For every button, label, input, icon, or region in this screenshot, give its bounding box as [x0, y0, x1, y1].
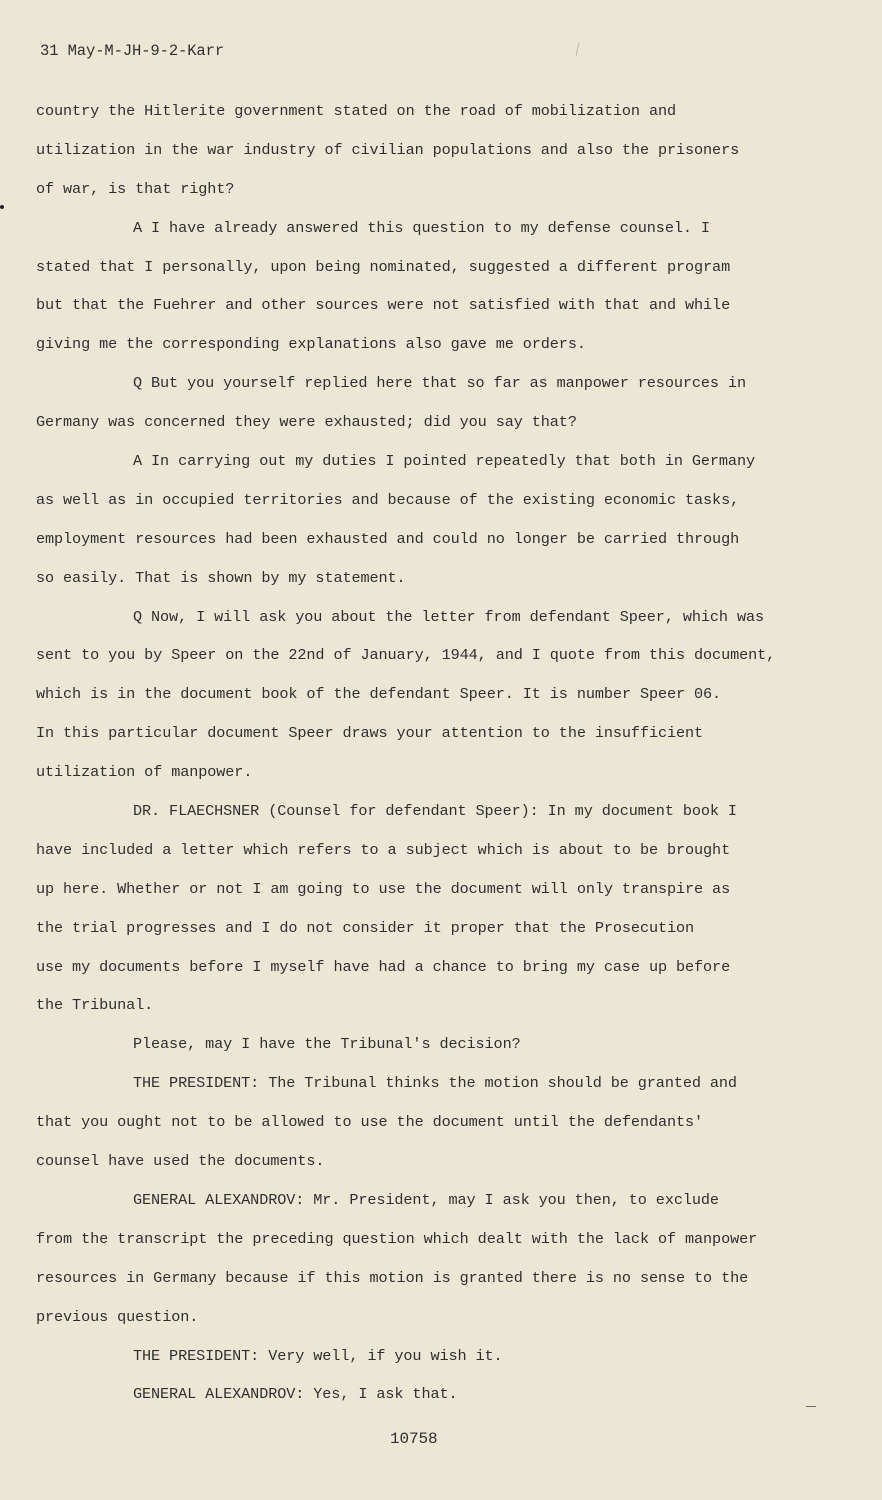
text-line: THE PRESIDENT: Very well, if you wish it.	[133, 1346, 503, 1365]
text-line: sent to you by Speer on the 22nd of January, 1944, and I quote from this document,	[36, 646, 776, 665]
text-line: stated that I personally, upon being nominated, suggested a different program	[36, 257, 731, 276]
text-line: utilization in the war industry of civilian populations and also the prisoners	[36, 140, 740, 159]
page-number: 10758	[390, 1430, 438, 1448]
text-line: previous question.	[36, 1307, 199, 1326]
text-line: country the Hitlerite government stated on the road of mobilization and	[36, 102, 676, 120]
margin-punch-mark	[0, 205, 4, 209]
text-line: A In carrying out my duties I pointed repeatedly that both in Germany	[133, 452, 755, 471]
text-line: GENERAL ALEXANDROV: Yes, I ask that.	[133, 1385, 458, 1404]
text-line: have included a letter which refers to a subject which is about to be brought	[36, 840, 731, 859]
text-line: A I have already answered this question to my defense counsel. I	[133, 218, 710, 237]
text-line: employment resources had been exhausted and could no longer be carried through	[36, 529, 740, 548]
text-line: the Tribunal.	[36, 996, 154, 1015]
page-header: 31 May-M-JH-9-2-Karr	[40, 42, 225, 60]
text-line: as well as in occupied territories and because of the existing economic tasks,	[36, 490, 740, 509]
text-line: In this particular document Speer draws your attention to the insufficient	[36, 724, 704, 743]
text-line: Q Now, I will ask you about the letter from defendant Speer, which was	[133, 607, 764, 626]
text-line: counsel have used the documents.	[36, 1152, 325, 1171]
text-line: DR. FLAECHSNER (Counsel for defendant Speer): In my document book I	[133, 802, 737, 821]
text-line: up here. Whether or not I am going to use the document will only transpire as	[36, 879, 731, 898]
text-line: use my documents before I myself have had a chance to bring my case up before	[36, 957, 731, 976]
text-line: GENERAL ALEXANDROV: Mr. President, may I ask you then, to exclude	[133, 1190, 719, 1209]
text-line: the trial progresses and I do not consider it proper that the Prosecution	[36, 918, 695, 937]
text-line: but that the Fuehrer and other sources were not satisfied with that and while	[36, 296, 731, 315]
text-line: Q But you yourself replied here that so far as manpower resources in	[133, 374, 746, 393]
text-line: from the transcript the preceding question which dealt with the lack of manpower	[36, 1229, 758, 1248]
text-line: Please, may I have the Tribunal's decision?	[133, 1035, 521, 1054]
text-line: Germany was concerned they were exhausted; did you say that?	[36, 413, 577, 432]
text-line: resources in Germany because if this motion is granted there is no sense to the	[36, 1268, 749, 1287]
pencil-tick-mark	[576, 42, 580, 56]
text-line: which is in the document book of the defendant Speer. It is number Speer 06.	[36, 685, 722, 704]
text-line: of war, is that right?	[36, 179, 235, 198]
transcript-body	[36, 100, 836, 1422]
text-line: THE PRESIDENT: The Tribunal thinks the motion should be granted and	[133, 1074, 737, 1093]
text-line: utilization of manpower.	[36, 763, 253, 782]
text-line: that you ought not to be allowed to use the document until the defendants'	[36, 1113, 704, 1132]
text-line: giving me the corresponding explanations also gave me orders.	[36, 335, 586, 354]
text-line: so easily. That is shown by my statement.	[36, 568, 406, 587]
